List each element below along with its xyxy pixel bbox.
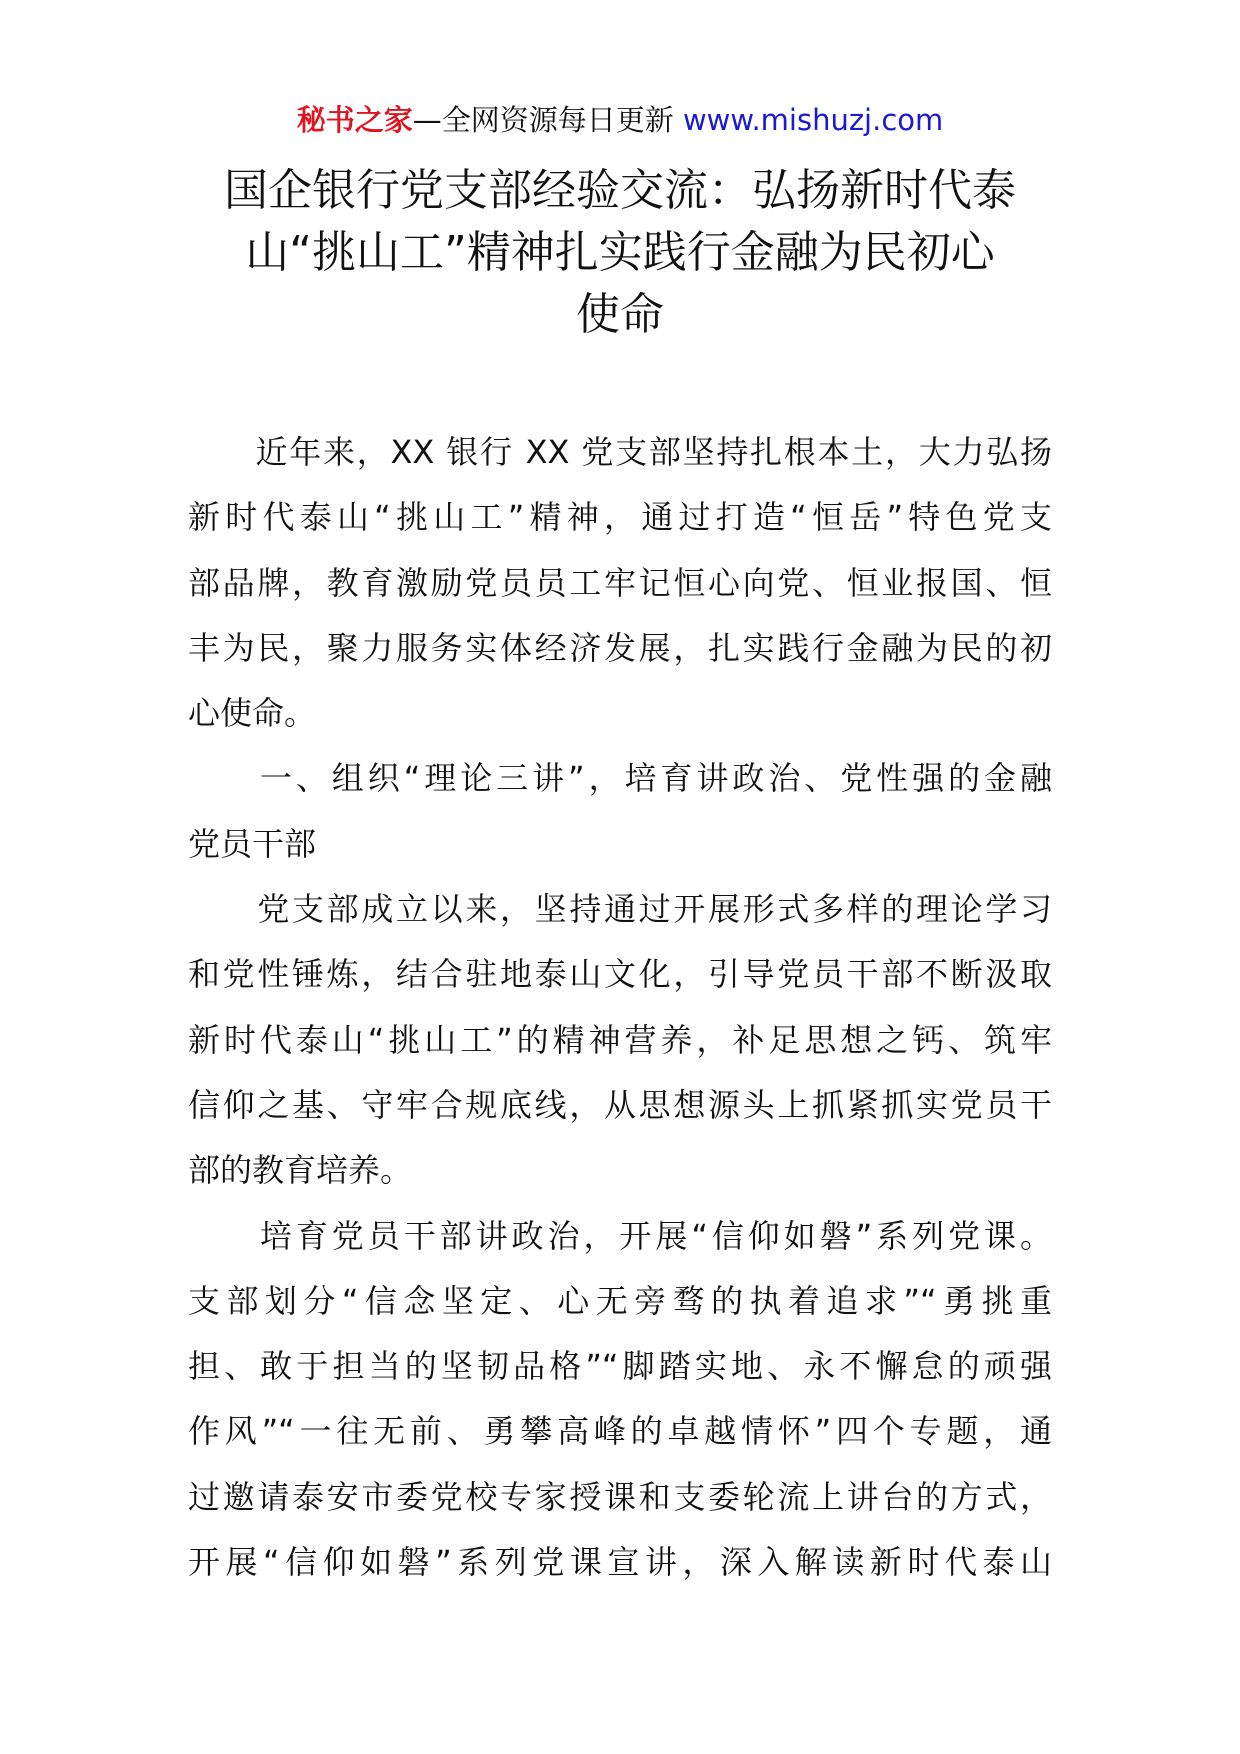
text-line: 支部划分“信念坚定、心无旁骛的执着追求”“勇挑重 xyxy=(188,1281,1052,1320)
text-line: 党员干部 xyxy=(188,824,317,863)
title-line: 山“挑山工”精神扎实践行金融为民初心 xyxy=(245,227,995,278)
text-line: 新时代泰山“挑山工”精神，通过打造“恒岳”特色党支 xyxy=(188,498,1052,537)
document-body xyxy=(188,420,1052,1595)
page-header xyxy=(0,100,1240,140)
paragraph-section-1 xyxy=(188,877,1052,1203)
paragraph-party-lessons xyxy=(188,1204,1052,1596)
text-line: 一、组织“理论三讲”，培育讲政治、党性强的金融 xyxy=(188,759,1052,798)
section-heading-1 xyxy=(188,746,1052,877)
paragraph-intro xyxy=(188,420,1052,746)
text-line: 心使命。 xyxy=(188,694,317,733)
text-line: 培育党员干部讲政治，开展“信仰如磐”系列党课。 xyxy=(188,1216,1052,1255)
text-line: 部品牌，教育激励党员员工牢记恒心向党、恒业报国、恒 xyxy=(188,563,1052,602)
text-line: 担、敢于担当的坚韧品格”“脚踏实地、永不懈怠的顽强 xyxy=(188,1347,1052,1386)
text-line: 过邀请泰安市委党校专家授课和支委轮流上讲台的方式， xyxy=(188,1477,1052,1516)
title-line: 使命 xyxy=(576,289,664,340)
text-line: 作风”“一往无前、勇攀高峰的卓越情怀”四个专题，通 xyxy=(188,1412,1052,1451)
text-line: 丰为民，聚力服务实体经济发展，扎实践行金融为民的初 xyxy=(188,628,1052,667)
title-line: 国企银行党支部经验交流：弘扬新时代泰 xyxy=(224,165,1016,216)
document-title xyxy=(180,160,1060,346)
text-line: 开展“信仰如磐”系列党课宣讲，深入解读新时代泰山 xyxy=(188,1543,1052,1582)
text-line: 党支部成立以来，坚持通过开展形式多样的理论学习 xyxy=(188,890,1052,929)
site-url-link[interactable]: www.mishuzj.com xyxy=(682,103,944,137)
brand-name: 秘书之家 xyxy=(296,103,413,137)
text-line: 近年来，XX 银行 XX 党支部坚持扎根本土，大力弘扬 xyxy=(188,433,1052,471)
header-tagline: —全网资源每日更新 xyxy=(412,103,674,137)
text-line: 信仰之基、守牢合规底线，从思想源头上抓紧抓实党员干 xyxy=(188,1085,1052,1124)
text-line: 和党性锤炼，结合驻地泰山文化，引导党员干部不断汲取 xyxy=(188,955,1052,994)
text-line: 新时代泰山“挑山工”的精神营养，补足思想之钙、筑牢 xyxy=(188,1020,1052,1059)
text-line: 部的教育培养。 xyxy=(188,1151,413,1190)
